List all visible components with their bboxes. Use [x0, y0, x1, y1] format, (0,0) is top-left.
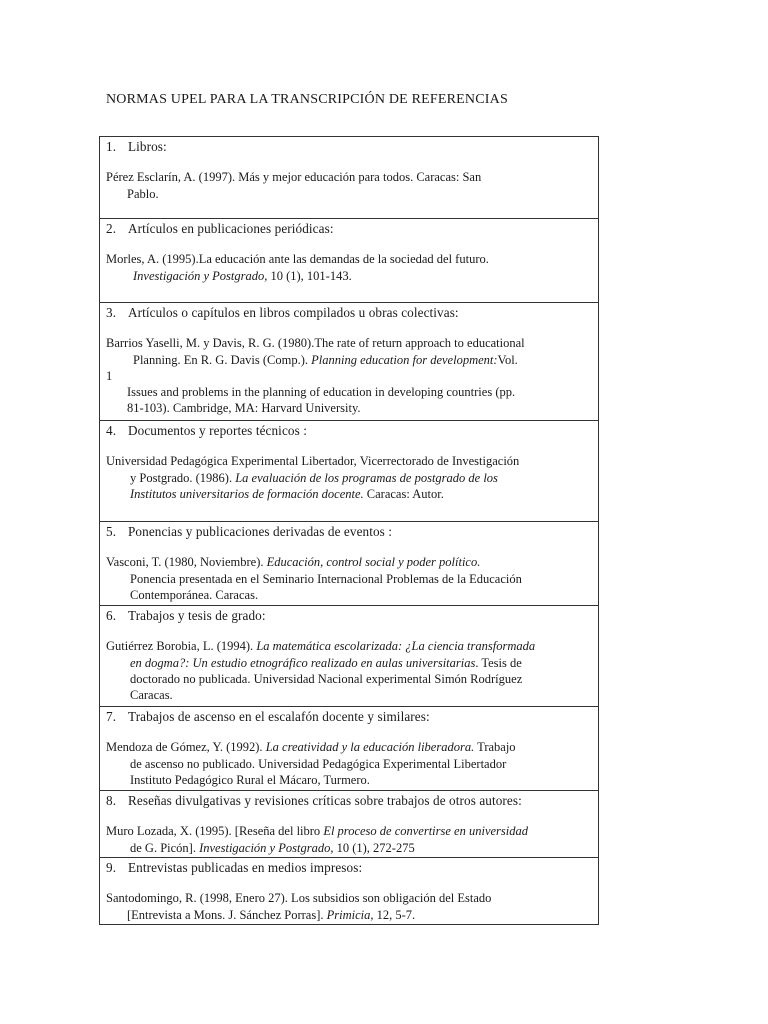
reference-entry: Pérez Esclarín, A. (1997). Más y mejor educación para todos. Caracas: San Pablo. — [106, 170, 482, 201]
section-ponencias — [100, 522, 598, 606]
reference-entry: Barrios Yaselli, M. y Davis, R. G. (1980).The rate of return approach to educational Planning. En R. G. Davis (Comp.). Planning education for development:Vol. 1 Issues and problems in the planning of education in developing countries (pp. 81-103). Cambridge, MA: Harvard University. — [106, 336, 525, 416]
reference-entry: Universidad Pedagógica Experimental Libertador, Vicerrectorado de Investigación y Postgrado. (1986). La evaluación de los programas de postgrado de los Institutos universitarios de formación docente. Caracas: Autor. — [106, 454, 520, 501]
reference-entry: Muro Lozada, X. (1995). [Reseña del libro El proceso de convertirse en universidad de G. Picón]. Investigación y Postgrado, 10 (1), 272-275 — [106, 824, 529, 855]
reference-entry: Gutiérrez Borobia, L. (1994). La matemática escolarizada: ¿La ciencia transformada en dogma?: Un estudio etnográfico realizado en aulas universitarias. Tesis de doctorado no publicada. Universidad Nacional experimental Simón Rodríguez Caracas. — [106, 639, 536, 703]
reference-entry: Santodomingo, R. (1998, Enero 27). Los subsidios son obligación del Estado [Entrevista a Mons. J. Sánchez Porras]. Primicia, 12, 5-7. — [106, 891, 492, 922]
section-ascenso — [100, 707, 598, 791]
section-heading: 4. Documentos y reportes técnicos : — [106, 423, 307, 438]
section-heading: 8. Reseñas divulgativas y revisiones críticas sobre trabajos de otros autores: — [106, 793, 522, 808]
section-heading: 2. Artículos en publicaciones periódicas: — [106, 221, 334, 236]
section-heading: 3. Artículos o capítulos en libros compilados u obras colectivas: — [106, 305, 459, 320]
reference-entry: Vasconi, T. (1980, Noviembre). Educación, control social y poder político. Ponencia presentada en el Seminario Internacional Problemas de la Educación Contemporánea. Caracas. — [106, 555, 522, 602]
section-articulos — [100, 219, 598, 303]
references-table — [99, 136, 599, 925]
section-resenas — [100, 791, 598, 858]
document-title: NORMAS UPEL PARA LA TRANSCRIPCIÓN DE REFERENCIAS — [106, 92, 508, 107]
section-heading: 5. Ponencias y publicaciones derivadas de eventos : — [106, 524, 393, 539]
section-tesis — [100, 606, 598, 707]
section-entrevistas — [100, 858, 598, 924]
section-heading: 7. Trabajos de ascenso en el escalafón docente y similares: — [106, 709, 430, 724]
section-heading: 1. Libros: — [106, 139, 167, 154]
section-documentos — [100, 421, 598, 522]
reference-entry: Mendoza de Gómez, Y. (1992). La creatividad y la educación liberadora. Trabajo de ascenso no publicado. Universidad Pedagógica Experimental Libertador Instituto Pedagógico Rural el Mácaro, Turmero. — [106, 740, 516, 787]
section-heading: 6. Trabajos y tesis de grado: — [106, 608, 266, 623]
section-capitulos — [100, 303, 598, 421]
section-libros — [100, 137, 598, 219]
section-heading: 9. Entrevistas publicadas en medios impresos: — [106, 860, 363, 875]
reference-entry: Morles, A. (1995).La educación ante las demandas de la sociedad del futuro. Investigación y Postgrado, 10 (1), 101-143. — [106, 252, 489, 283]
